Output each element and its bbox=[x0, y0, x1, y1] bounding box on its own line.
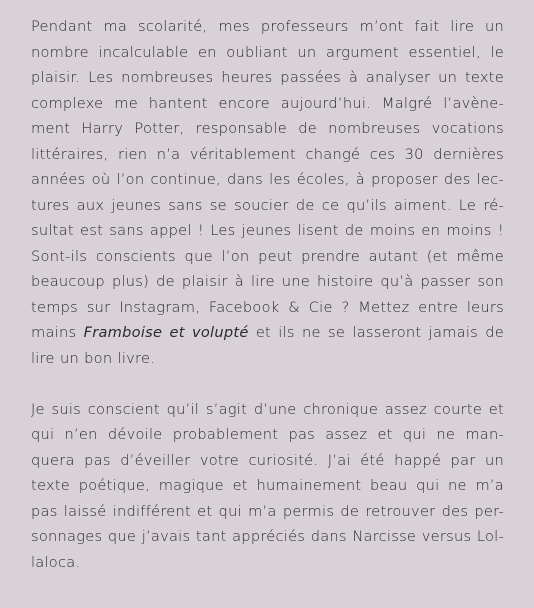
text-line: Sont-ils conscients que l’on peut prendre autant (et même bbox=[31, 247, 504, 265]
text-line: complexe me hantent encore aujourd’hui. Malgré l’avène- bbox=[31, 94, 504, 112]
text-line: tures aux jeunes sans se soucier de ce qu’ils aiment. Le ré- bbox=[31, 196, 504, 214]
paragraph-1 bbox=[31, 14, 504, 371]
text-line-with-title bbox=[31, 320, 504, 346]
text-line: beaucoup plus) de plaisir à lire une histoire qu’à passer son bbox=[31, 273, 504, 290]
text-line: sultat est sans appel ! Les jeunes lisent de moins en moins ! bbox=[31, 222, 504, 239]
text-line: sonnages que j’avais tant appréciés dans Narcisse versus Lol- bbox=[31, 528, 504, 545]
text-line: plaisir. Les nombreuses heures passées à analyser un texte bbox=[31, 69, 504, 86]
book-title: Framboise et volupté bbox=[83, 324, 249, 341]
text-line: ment Harry Potter, responsable de nombreuses vocations bbox=[31, 120, 504, 137]
text-line: années où l’on continue, dans les écoles, à proposer des lec- bbox=[31, 171, 504, 188]
text-line: nombre incalculable en oubliant un argument essentiel, le bbox=[31, 43, 504, 61]
paragraph-2 bbox=[31, 397, 504, 576]
text-line: Je suis conscient qu’il s’agit d’une chronique assez courte et bbox=[31, 400, 504, 418]
text-line: temps sur Instagram, Facebook & Cie ? Mettez entre leurs bbox=[31, 298, 504, 316]
text-line: pas laissé indifférent et qui m’a permis de retrouver des per- bbox=[31, 502, 504, 520]
text-line-last: laloca. bbox=[31, 553, 81, 571]
paragraph-spacer bbox=[31, 371, 504, 397]
text-line: quera pas d’éveiller votre curiosité. J’ai été happé par un bbox=[31, 451, 504, 469]
text-line: qui n’en dévoile probablement pas assez et qui ne man- bbox=[31, 426, 504, 443]
text-line: Pendant ma scolarité, mes professeurs m’ont fait lire un bbox=[31, 18, 504, 35]
text-fragment: mains bbox=[31, 324, 84, 341]
text-line: littéraires, rien n’a véritablement changé ces 30 dernières bbox=[31, 145, 504, 163]
text-line: texte poétique, magique et humainement beau qui ne m’a bbox=[31, 477, 504, 494]
text-line-last: lire un bon livre. bbox=[31, 349, 156, 367]
text-fragment: et ils ne se lasseront jamais de bbox=[248, 324, 504, 341]
